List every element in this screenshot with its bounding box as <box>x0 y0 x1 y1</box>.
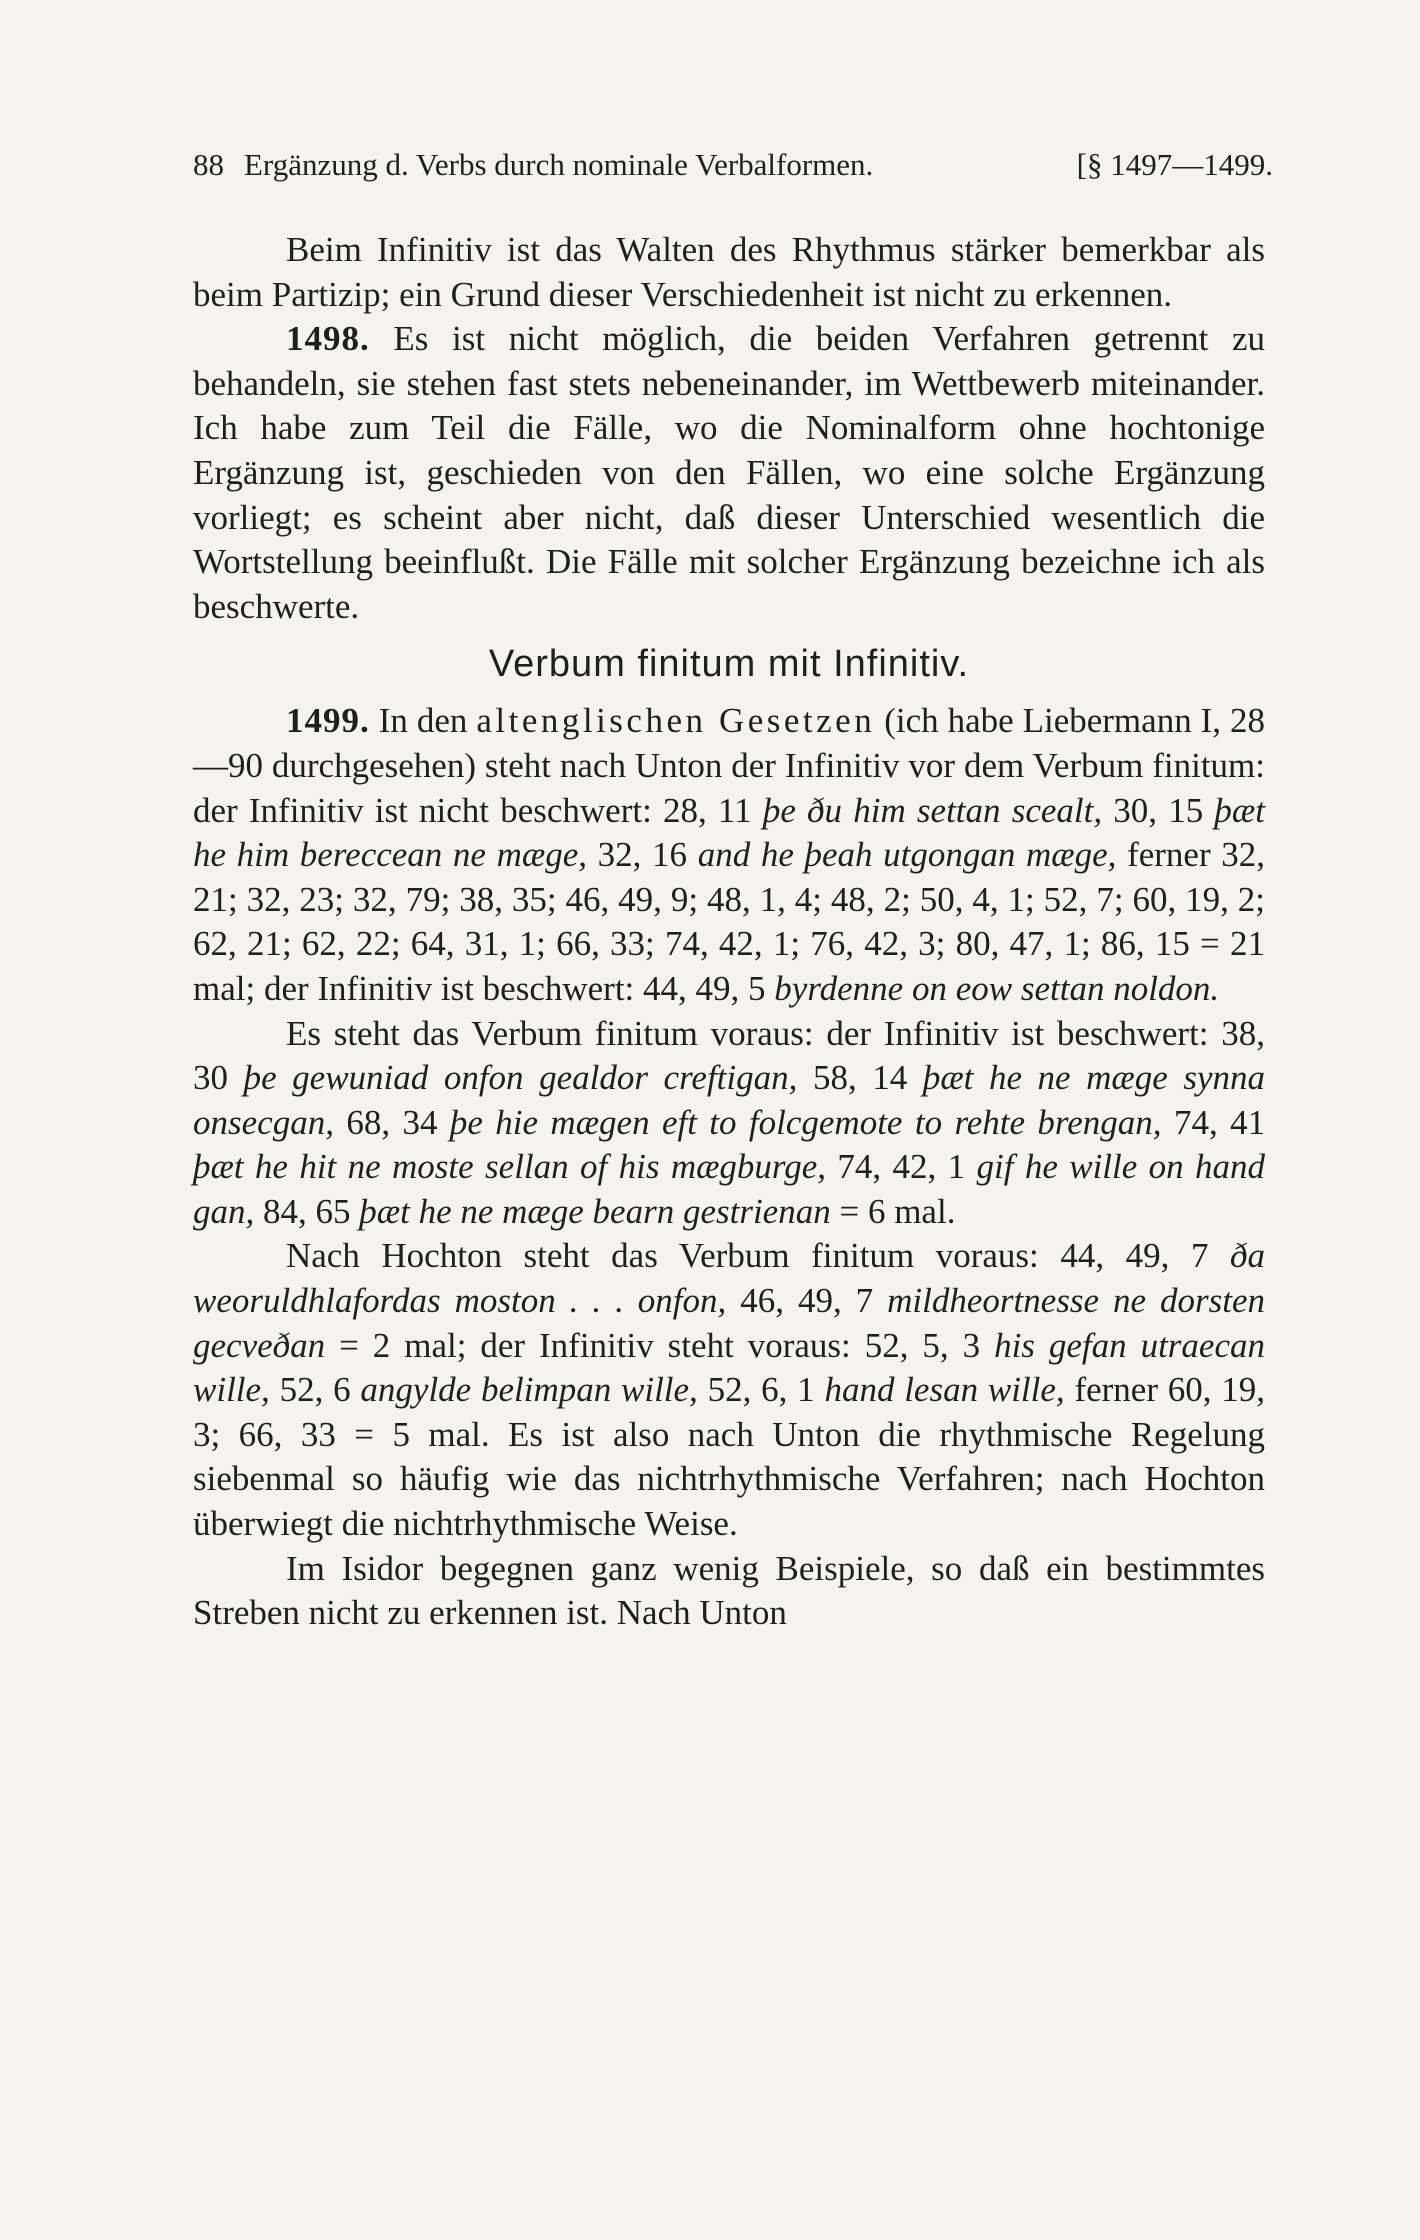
old-english-quote: ða weoruldhlafordas moston . . . onfon, <box>193 1236 1266 1321</box>
section-1499: 1499. In den altenglischen Gesetzen (ich habe Liebermann I, 28—90 durchgesehen) steht nach Unton der Infinitiv vor dem Verbum finitum: der Infinitiv ist nicht beschwert: 28, 11 þe ðu him settan scealt, 30, 15 þæt he him bereccean ne mæge, 32, 16 and he þeah utgongan mæge, ferner 32, 21; 32, 23; 32, 79; 38, 35; 46, 49, 9; 48, 1, 4; 48, 2; 50, 4, 1; 52, 7; 60, 19, 2; 62, 21; 62, 22; 64, 31, 1; 66, 33; 74, 42, 1; 76, 42, 3; 80, 47, 1; 86, 15 = 21 mal; der Infinitiv ist beschwert: 44, 49, 5 byrdenne on eow settan noldon. <box>193 701 1266 1008</box>
paragraph-verbum-voraus: Es steht das Verbum finitum voraus: der Infinitiv ist beschwert: 38, 30 þe gewuniad onfon gealdor creftigan, 58, 14 þæt he ne mæge synna onsecgan, 68, 34 þe hie mægen eft to folcgemote to rehte brengan, 74, 41 þæt he hit ne moste sellan of his mægburge, 74, 42, 1 gif he wille on hand gan, 84, 65 þæt he ne mæge bearn gestrienan = 6 mal. <box>193 1013 1266 1231</box>
running-header <box>193 146 1273 184</box>
section-text: Es ist nicht möglich, die beiden Verfahren getrennt zu behandeln, sie stehen fast stets nebeneinander, im Wettbewerb miteinander. Ich habe zum Teil die Fälle, wo die Nominalform ohne hochtonige Ergänzung ist, geschieden von den Fällen, wo eine solche Ergänzung vorliegt; es scheint aber nicht, daß dieser Unterschied wesentlich die Wortstellung beeinflußt. Die Fälle mit solcher Ergänzung bezeichne ich als beschwerte. <box>193 319 1266 626</box>
old-english-quote: his gefan utraecan wille, <box>193 1325 1265 1410</box>
section-reference: [§ 1497—1499. <box>1076 147 1273 182</box>
spaced-emphasis: altenglischen Gesetzen <box>476 701 876 741</box>
old-english-quote: byrdenne on eow settan noldon. <box>774 968 1220 1008</box>
page-number: 88 <box>193 147 224 182</box>
old-english-quote: þe ðu him settan scealt, <box>762 790 1103 830</box>
old-english-quote: angylde belimpan wille, <box>360 1370 698 1410</box>
paragraph-infinitiv-rhythmus: Beim Infinitiv ist das Walten des Rhythmus stärker bemerkbar als beim Partizip; ein Grund dieser Verschiedenheit ist nicht zu erkennen. <box>193 230 1265 314</box>
old-english-quote: þæt he hit ne moste sellan of his mægburge, <box>193 1147 827 1187</box>
page-body <box>193 228 1265 1636</box>
section-number: 1498. <box>286 319 370 359</box>
old-english-quote: þæt he him bereccean ne mæge, <box>193 790 1265 875</box>
old-english-quote: þæt he ne mæge synna onsecgan, <box>193 1058 1266 1142</box>
paragraph-hochton: Nach Hochton steht das Verbum finitum voraus: 44, 49, 7 ða weoruldhlafordas moston . . . onfon, 46, 49, 7 mildheortnesse ne dorsten gecveðan = 2 mal; der Infinitiv steht voraus: 52, 5, 3 his gefan utraecan wille, 52, 6 angylde belimpan wille, 52, 6, 1 hand lesan wille, ferner 60, 19, 3; 66, 33 = 5 mal. Es ist also nach Unton die rhythmische Regelung siebenmal so häufig wie das nichtrhythmische Verfahren; nach Hochton überwiegt die nichtrhythmische Weise. <box>193 1236 1266 1544</box>
old-english-quote: hand lesan wille, <box>824 1370 1065 1410</box>
paragraph-isidor: Im Isidor begegnen ganz wenig Beispiele, so daß ein bestimmtes Streben nicht zu erkennen ist. Nach Unton <box>193 1548 1265 1633</box>
running-title: Ergänzung d. Verbs durch nominale Verbalformen. <box>244 147 874 182</box>
section-heading: Verbum finitum mit Infinitiv. <box>488 643 970 686</box>
old-english-quote: þe hie mægen eft to folcgemote to rehte brengan, <box>449 1102 1162 1142</box>
old-english-quote: gif he wille on hand gan, <box>193 1147 1266 1231</box>
old-english-quote: þe gewuniad onfon gealdor creftigan, <box>243 1058 798 1098</box>
old-english-quote: mildheortnesse ne dorsten gecveðan <box>193 1281 1266 1365</box>
old-english-quote: and he þeah utgongan mæge, <box>697 835 1117 875</box>
old-english-quote: þæt he ne mæge bearn gestrienan <box>359 1191 831 1231</box>
section-1498 <box>193 317 1265 629</box>
section-number: 1499. <box>286 701 370 741</box>
